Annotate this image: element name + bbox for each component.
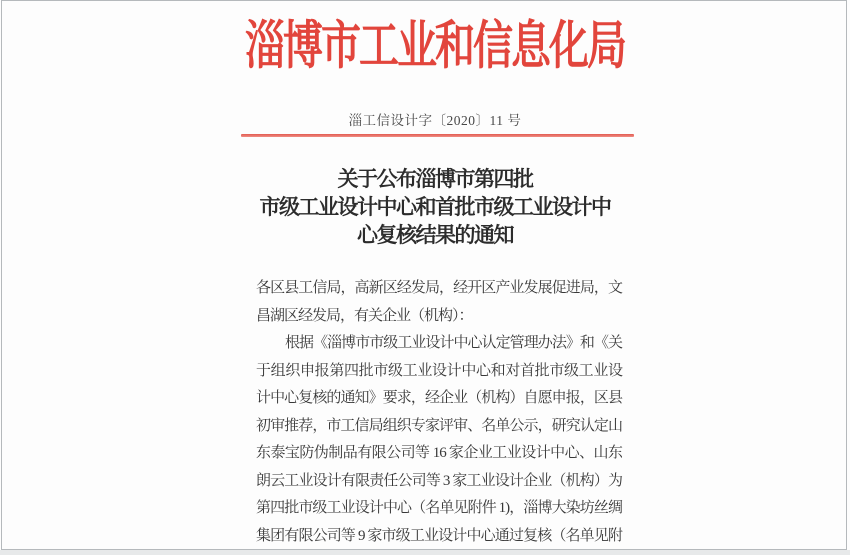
body-line: 朗云工业设计有限责任公司等 3 家工业设计企业（机构）为 (256, 472, 622, 489)
body-line: 第四批市级工业设计中心（名单见附件 1)，淄博大染坊丝绸 (256, 500, 622, 516)
agency-name: 淄博市工业和信息化局 (245, 16, 625, 76)
notice-title (20, 166, 850, 250)
body-line: 各区县工信局，高新区经发局，经开区产业发展促进局，文 (256, 280, 622, 296)
body-line: 昌湖区经发局，有关企业（机构）： (256, 307, 473, 324)
notice-body (256, 275, 622, 550)
red-divider-rule (241, 134, 634, 137)
body-line: 集团有限公司等 9 家市级工业设计中心通过复核（名单见附 (256, 527, 622, 544)
page-bottom-edge (0, 550, 850, 555)
body-line: 东泰宝防伪制品有限公司等 16 家企业工业设计中心、山东 (256, 445, 622, 461)
notice-title-line-3: 心复核结果的通知 (357, 224, 513, 247)
document-number: 淄工信设计字〔2020〕11 号 (348, 113, 522, 128)
body-line: 初审推荐，市工信局组织专家评审、名单公示，研究认定山 (256, 417, 622, 434)
body-line: 于组织申报第四批市级工业设计中心和对首批市级工业设 (256, 362, 622, 379)
body-line: 计中心复核的通知》要求，经企业（机构）自愿申报，区县 (256, 390, 622, 406)
agency-header (20, 5, 850, 76)
notice-title-line-1: 关于公布淄博市第四批 (337, 168, 533, 191)
body-line: 根据《淄博市市级工业设计中心认定管理办法》和《关 (285, 335, 622, 351)
notice-title-line-2: 市级工业设计中心和首批市级工业设计中 (259, 196, 611, 219)
